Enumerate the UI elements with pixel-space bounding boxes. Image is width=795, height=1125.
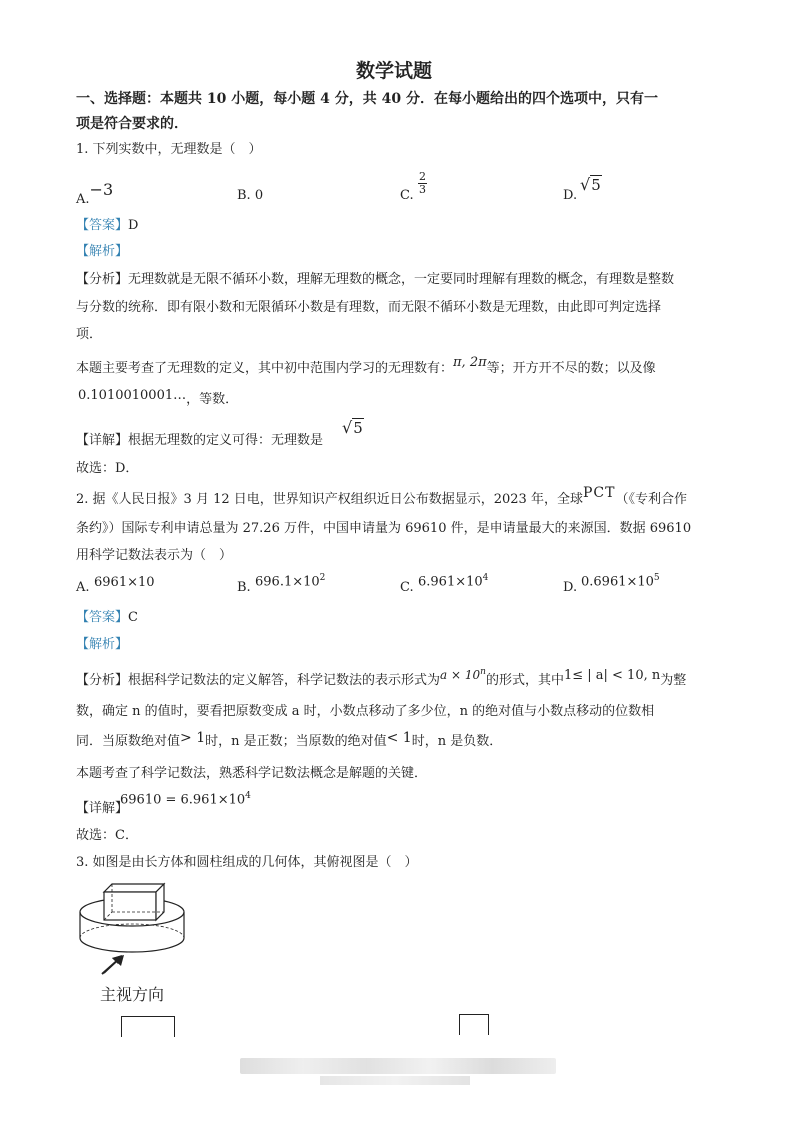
q2-option-c: C. bbox=[400, 580, 414, 595]
q1-note-line1: 本题主要考查了无理数的定义，其中初中范围内学习的无理数有：π, 2π等；开方开不尽的数；以及像 bbox=[76, 355, 656, 376]
q1-option-d-sqrt: √5 bbox=[580, 175, 601, 194]
q1-option-c-fraction: $\frac{2}{3}$ bbox=[419, 170, 426, 196]
q2-answer: 【答案】C bbox=[76, 610, 138, 625]
q1-detail: 【详解】根据无理数的定义可得：无理数是 bbox=[76, 433, 324, 448]
view-direction-arrow-icon bbox=[98, 954, 128, 976]
q2-option-a-value: 6961×10 bbox=[94, 575, 155, 590]
q1-option-d: D. bbox=[563, 188, 578, 203]
q3-option-a-shape bbox=[121, 1016, 175, 1037]
q2-fenxi-line2: 数，确定 n 的值时，要看把原数变成 a 时，小数点移动了多少位，n 的绝对值与小数点移动的位数相 bbox=[76, 704, 655, 719]
q2-option-d-value: $0.6961\times 10^5$ bbox=[581, 573, 660, 590]
q1-fenxi-line2: 与分数的统称．即有限小数和无限循环小数是有理数，而无限不循环小数是无理数，由此即可判定选择 bbox=[76, 300, 662, 315]
q2-detail-value: $69610 = 6.961\times 10^4$ bbox=[120, 791, 251, 808]
q2-analysis-label: 【解析】 bbox=[76, 637, 129, 652]
q1-answer: 【答案】D bbox=[76, 218, 139, 233]
q2-note: 本题考查了科学记数法，熟悉科学记数法概念是解题的关键． bbox=[76, 766, 428, 781]
q1-analysis-label: 【解析】 bbox=[76, 244, 129, 259]
q2-stem-line1: 2. 据《人民日报》3 月 12 日电，世界知识产权组织近日公布数据显示，2023 年，全球PCT（《专利合作 bbox=[76, 485, 687, 507]
section-header-line1: 一、选择题：本题共 10 小题，每小题 4 分，共 40 分．在每小题给出的四个选项中，只有一 bbox=[76, 91, 658, 107]
q3-option-d-shape bbox=[459, 1014, 489, 1035]
q1-detail-sqrt: √5 bbox=[342, 418, 363, 437]
page-title: 数学试题 bbox=[356, 60, 433, 82]
q2-fenxi-line1: 【分析】根据科学记数法的定义解答，科学记数法的表示形式为$a \times 10^n$的形式，其中1≤ | a| < 10, n为整 bbox=[76, 667, 687, 688]
q3-solid-figure bbox=[74, 878, 194, 978]
section-header-line2: 项是符合要求的． bbox=[76, 116, 188, 132]
q1-note-line2: 0.1010010001…，等数． bbox=[78, 388, 239, 407]
q2-stem-line2: 条约》）国际专利申请总量为 27.26 万件，中国申请量为 69610 件，是申请量最大的来源国．数据 69610 bbox=[76, 521, 692, 536]
q2-option-d: D. bbox=[563, 580, 578, 595]
q1-option-b: B. 0 bbox=[237, 188, 264, 203]
view-direction-label: 主视方向 bbox=[100, 985, 165, 1004]
q2-detail: 【详解】 bbox=[76, 801, 129, 816]
q1-option-c: C. bbox=[400, 188, 414, 203]
q2-stem-line3: 用科学记数法表示为（ ） bbox=[76, 548, 233, 563]
blurred-watermark bbox=[240, 1058, 556, 1074]
q3-stem: 3. 如图是由长方体和圆柱组成的几何体，其俯视图是（ ） bbox=[76, 855, 418, 870]
q1-stem: 1. 下列实数中，无理数是（ ） bbox=[76, 142, 262, 157]
q1-fenxi-line1: 【分析】无理数就是无限不循环小数，理解无理数的概念，一定要同时理解有理数的概念，有理数是整数 bbox=[76, 272, 675, 287]
q2-option-c-value: $6.961\times 10^4$ bbox=[418, 573, 489, 590]
q2-fenxi-line3: 同．当原数绝对值> 1时，n 是正数；当原数的绝对值< 1时，n 是负数． bbox=[76, 730, 503, 749]
q1-fenxi-line3: 项． bbox=[76, 327, 103, 342]
q2-conclusion: 故选：C． bbox=[76, 828, 138, 843]
q1-option-a: A.−3 bbox=[76, 180, 114, 207]
q2-option-a: A. bbox=[76, 580, 90, 595]
q1-conclusion: 故选：D． bbox=[76, 461, 139, 476]
blurred-watermark-sub bbox=[320, 1076, 470, 1085]
q2-option-b: B. bbox=[237, 580, 251, 595]
q2-option-b-value: $696.1\times 10^2$ bbox=[255, 573, 326, 590]
